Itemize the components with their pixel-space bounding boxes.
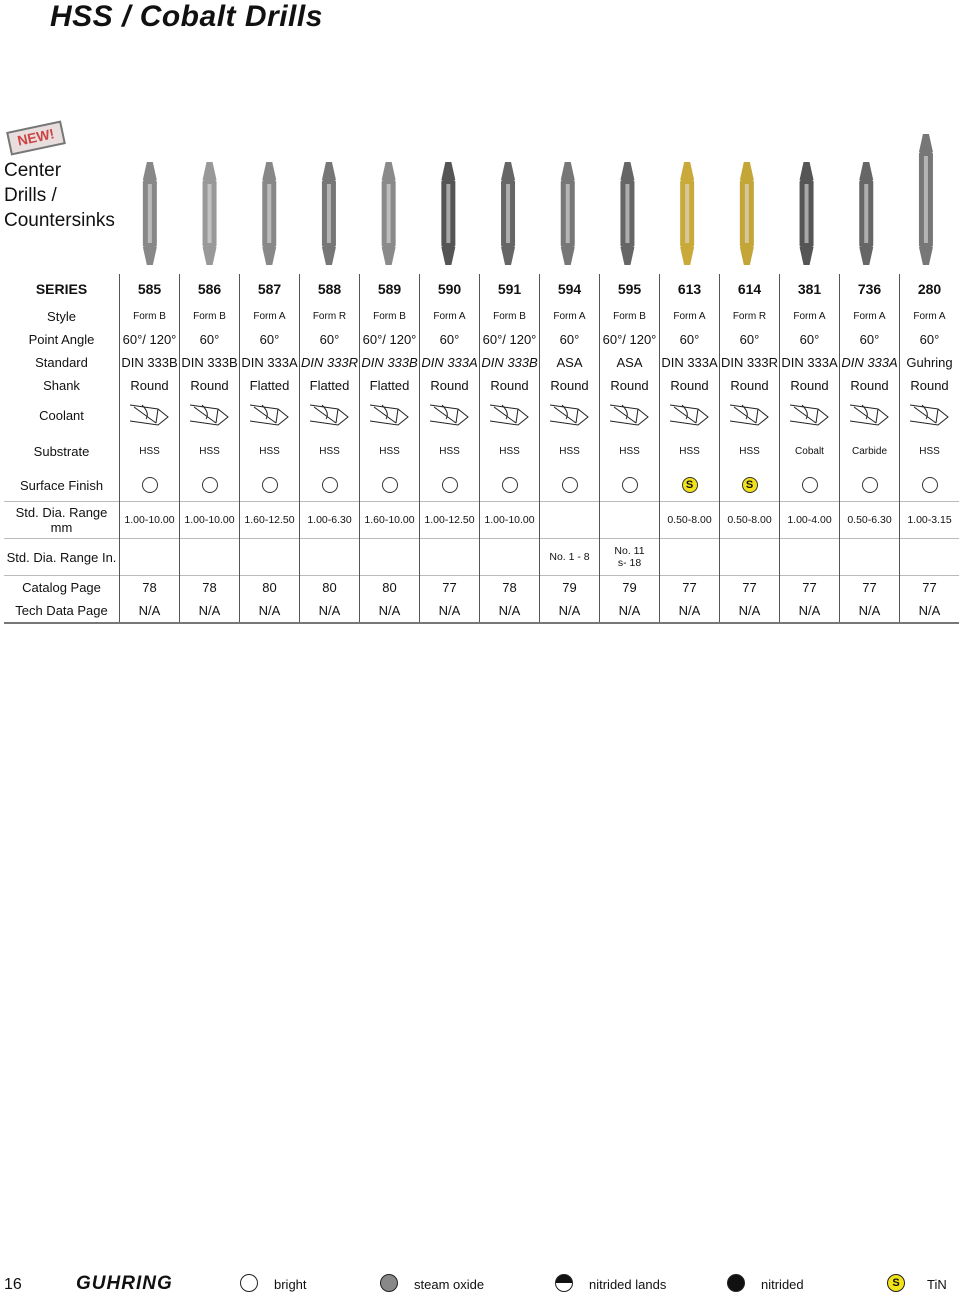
point-angle-cell: 60° — [660, 328, 720, 351]
new-badge: NEW! — [6, 120, 66, 155]
surface-finish-cell — [660, 469, 720, 502]
style-cell: Form A — [780, 304, 840, 328]
style-cell: Form A — [420, 304, 480, 328]
legend-label: nitrided lands — [589, 1277, 667, 1292]
tech-data-page-cell: N/A — [360, 599, 420, 623]
tech-data-page-cell: N/A — [780, 599, 840, 623]
style-cell: Form B — [360, 304, 420, 328]
catalog-page-cell: 77 — [660, 576, 720, 600]
drill-image — [262, 162, 276, 265]
range-in-cell: No. 1 - 8 — [540, 539, 600, 576]
tech-data-page-cell: N/A — [720, 599, 780, 623]
style-cell: Form A — [240, 304, 300, 328]
range-in-cell — [300, 539, 360, 576]
coolant-cell — [300, 397, 360, 433]
surface-finish-cell — [840, 469, 900, 502]
point-angle-cell: 60° — [240, 328, 300, 351]
standard-cell: DIN 333B — [120, 351, 180, 374]
point-angle-cell: 60° — [420, 328, 480, 351]
range-in-cell — [120, 539, 180, 576]
series-cell: 588 — [300, 274, 360, 304]
coolant-external-icon — [908, 399, 952, 429]
substrate-cell: HSS — [540, 433, 600, 469]
series-label: SERIES — [35, 281, 88, 297]
substrate-cell: HSS — [420, 433, 480, 469]
point-angle-label: Point Angle — [28, 332, 95, 347]
legend-label: bright — [274, 1277, 307, 1292]
drill-image — [441, 162, 455, 265]
drill-image — [800, 162, 814, 265]
catalog-page-cell: 79 — [600, 576, 660, 600]
page-title: HSS / Cobalt Drills — [50, 0, 323, 33]
tin-finish-icon: S — [742, 477, 758, 493]
coolant-cell — [600, 397, 660, 433]
catalog-page-label: Catalog Page — [4, 576, 120, 600]
range-in-cell — [840, 539, 900, 576]
range-in-cell — [480, 539, 540, 576]
tech-data-page-cell: N/A — [600, 599, 660, 623]
substrate-cell: HSS — [900, 433, 960, 469]
series-cell: 595 — [600, 274, 660, 304]
tech-data-page-cell: N/A — [180, 599, 240, 623]
style-cell: Form A — [660, 304, 720, 328]
shank-cell: Round — [120, 374, 180, 397]
tech-data-page-cell: N/A — [240, 599, 300, 623]
tech-data-page-cell: N/A — [120, 599, 180, 623]
shank-label: Shank — [43, 378, 80, 393]
style-cell: Form B — [600, 304, 660, 328]
range-mm-cell — [540, 502, 600, 539]
coolant-cell — [540, 397, 600, 433]
drill-image — [859, 162, 873, 265]
range-in-cell: No. 11 s- 18 — [600, 539, 660, 576]
coolant-external-icon — [128, 399, 172, 429]
series-cell: 381 — [780, 274, 840, 304]
series-cell: 590 — [420, 274, 480, 304]
catalog-page-cell: 79 — [540, 576, 600, 600]
standard-cell: DIN 333A — [840, 351, 900, 374]
point-angle-cell: 60°/ 120° — [600, 328, 660, 351]
coolant-cell — [240, 397, 300, 433]
coolant-external-icon — [248, 399, 292, 429]
substrate-cell: HSS — [600, 433, 660, 469]
standard-cell: DIN 333A — [240, 351, 300, 374]
standard-cell: DIN 333R — [300, 351, 360, 374]
range-mm-cell: 1.60-10.00 — [360, 502, 420, 539]
substrate-cell: HSS — [180, 433, 240, 469]
range-mm-cell: 1.60-12.50 — [240, 502, 300, 539]
surface-finish-cell — [900, 469, 960, 502]
shank-cell: Round — [660, 374, 720, 397]
tech-data-page-label: Tech Data Page — [4, 599, 120, 623]
bright-finish-icon — [202, 477, 218, 493]
range-in-cell — [420, 539, 480, 576]
range-mm-cell: 1.00-6.30 — [300, 502, 360, 539]
bright-finish-icon — [262, 477, 278, 493]
point-angle-cell: 60° — [300, 328, 360, 351]
range-in-cell — [720, 539, 780, 576]
drill-image — [620, 162, 634, 265]
standard-cell: ASA — [540, 351, 600, 374]
coolant-cell — [840, 397, 900, 433]
standard-cell: DIN 333B — [360, 351, 420, 374]
style-cell: Form R — [300, 304, 360, 328]
coolant-cell — [180, 397, 240, 433]
bright-finish-icon — [442, 477, 458, 493]
legend-label: TiN — [927, 1277, 947, 1292]
substrate-cell: HSS — [120, 433, 180, 469]
series-cell: 587 — [240, 274, 300, 304]
coolant-external-icon — [428, 399, 472, 429]
footer — [0, 1274, 960, 1298]
drill-image — [740, 162, 754, 265]
style-cell: Form A — [900, 304, 960, 328]
drill-image — [680, 162, 694, 265]
standard-cell: DIN 333A — [780, 351, 840, 374]
drill-image — [322, 162, 336, 265]
coolant-external-icon — [788, 399, 832, 429]
standard-cell: DIN 333B — [180, 351, 240, 374]
tin-finish-icon: S — [682, 477, 698, 493]
catalog-page-cell: 77 — [840, 576, 900, 600]
range-in-cell — [900, 539, 960, 576]
shank-cell: Flatted — [300, 374, 360, 397]
series-cell: 614 — [720, 274, 780, 304]
catalog-page-cell: 80 — [240, 576, 300, 600]
substrate-cell: HSS — [360, 433, 420, 469]
bright-finish-icon — [922, 477, 938, 493]
surface-finish-label: Surface Finish — [19, 477, 104, 493]
coolant-cell — [120, 397, 180, 433]
point-angle-cell: 60°/ 120° — [480, 328, 540, 351]
substrate-cell: HSS — [300, 433, 360, 469]
tech-data-page-cell: N/A — [540, 599, 600, 623]
tech-data-page-cell: N/A — [300, 599, 360, 623]
coolant-external-icon — [488, 399, 532, 429]
range-mm-cell: 1.00-10.00 — [480, 502, 540, 539]
style-cell: Form B — [480, 304, 540, 328]
catalog-page-cell: 77 — [780, 576, 840, 600]
surface-finish-cell — [720, 469, 780, 502]
drill-image — [203, 162, 217, 265]
catalog-page-cell: 77 — [900, 576, 960, 600]
range-mm-cell: 1.00-4.00 — [780, 502, 840, 539]
series-cell: 280 — [900, 274, 960, 304]
range-mm-cell: 1.00-10.00 — [120, 502, 180, 539]
bright-finish-icon — [622, 477, 638, 493]
point-angle-cell: 60° — [840, 328, 900, 351]
point-angle-cell: 60° — [900, 328, 960, 351]
surface-finish-cell — [780, 469, 840, 502]
legend-label: nitrided — [761, 1277, 804, 1292]
coolant-external-icon — [188, 399, 232, 429]
shank-cell: Round — [840, 374, 900, 397]
shank-cell: Round — [420, 374, 480, 397]
style-cell: Form R — [720, 304, 780, 328]
bright-finish-icon — [382, 477, 398, 493]
standard-cell: Guhring — [900, 351, 960, 374]
surface-finish-cell — [480, 469, 540, 502]
surface-finish-cell — [540, 469, 600, 502]
range-in-cell — [360, 539, 420, 576]
range-mm-label: Std. Dia. Range mm — [4, 502, 120, 539]
coolant-external-icon — [308, 399, 352, 429]
range-mm-cell: 0.50-8.00 — [720, 502, 780, 539]
bright-finish-icon — [802, 477, 818, 493]
drill-image — [501, 162, 515, 265]
substrate-label: Substrate — [33, 443, 90, 459]
range-in-label: Std. Dia. Range In. — [4, 539, 120, 576]
shank-cell: Round — [180, 374, 240, 397]
coolant-cell — [900, 397, 960, 433]
catalog-page-cell: 80 — [300, 576, 360, 600]
substrate-cell: HSS — [720, 433, 780, 469]
surface-finish-cell — [240, 469, 300, 502]
substrate-cell: Carbide — [840, 433, 900, 469]
range-mm-cell: 1.00-3.15 — [900, 502, 960, 539]
coolant-cell — [660, 397, 720, 433]
point-angle-cell: 60° — [780, 328, 840, 351]
catalog-page-cell: 78 — [480, 576, 540, 600]
style-label: Style — [47, 308, 76, 324]
drill-image — [143, 162, 157, 265]
nitrided-legend-icon — [727, 1274, 745, 1292]
coolant-external-icon — [608, 399, 652, 429]
coolant-external-icon — [368, 399, 412, 429]
shank-cell: Round — [900, 374, 960, 397]
series-cell: 586 — [180, 274, 240, 304]
catalog-page-cell: 78 — [120, 576, 180, 600]
legend-label: steam oxide — [414, 1277, 485, 1292]
surface-finish-cell — [360, 469, 420, 502]
standard-label: Standard — [35, 355, 88, 370]
catalog-page-cell: 77 — [720, 576, 780, 600]
drill-image — [561, 162, 575, 265]
shank-cell: Round — [720, 374, 780, 397]
tech-data-page-cell: N/A — [840, 599, 900, 623]
coolant-cell — [480, 397, 540, 433]
drill-image — [919, 134, 933, 265]
bright-finish-icon — [502, 477, 518, 493]
bright-finish-icon — [862, 477, 878, 493]
tech-data-page-cell: N/A — [420, 599, 480, 623]
point-angle-cell: 60° — [540, 328, 600, 351]
standard-cell: ASA — [600, 351, 660, 374]
shank-cell: Round — [600, 374, 660, 397]
series-cell: 613 — [660, 274, 720, 304]
bright-finish-icon — [562, 477, 578, 493]
coolant-cell — [360, 397, 420, 433]
standard-cell: DIN 333R — [720, 351, 780, 374]
range-mm-cell — [600, 502, 660, 539]
shank-cell: Round — [780, 374, 840, 397]
series-cell: 594 — [540, 274, 600, 304]
style-cell: Form B — [180, 304, 240, 328]
nitrided-lands-legend-icon — [555, 1274, 573, 1292]
range-in-cell — [780, 539, 840, 576]
point-angle-cell: 60°/ 120° — [360, 328, 420, 351]
bright-legend-icon — [240, 1274, 258, 1292]
series-cell: 589 — [360, 274, 420, 304]
coolant-label: Coolant — [39, 407, 84, 423]
spec-table — [4, 274, 959, 624]
surface-finish-cell — [300, 469, 360, 502]
drill-images — [0, 130, 960, 270]
coolant-cell — [720, 397, 780, 433]
steam-oxide-legend-icon — [380, 1274, 398, 1292]
range-mm-cell: 0.50-8.00 — [660, 502, 720, 539]
surface-finish-cell — [180, 469, 240, 502]
coolant-cell — [420, 397, 480, 433]
section-title: Center Drills / Countersinks — [4, 160, 115, 231]
substrate-cell: Cobalt — [780, 433, 840, 469]
coolant-external-icon — [848, 399, 892, 429]
drill-image — [382, 162, 396, 265]
range-in-cell — [240, 539, 300, 576]
range-mm-cell: 1.00-12.50 — [420, 502, 480, 539]
coolant-external-icon — [548, 399, 592, 429]
catalog-page-cell: 78 — [180, 576, 240, 600]
page-number: 16 — [4, 1276, 22, 1293]
point-angle-cell: 60° — [180, 328, 240, 351]
coolant-cell — [780, 397, 840, 433]
standard-cell: DIN 333A — [660, 351, 720, 374]
series-cell: 736 — [840, 274, 900, 304]
shank-cell: Flatted — [240, 374, 300, 397]
substrate-cell: HSS — [480, 433, 540, 469]
tech-data-page-cell: N/A — [660, 599, 720, 623]
catalog-page-cell: 77 — [420, 576, 480, 600]
standard-cell: DIN 333A — [420, 351, 480, 374]
surface-finish-cell — [600, 469, 660, 502]
style-cell: Form A — [540, 304, 600, 328]
surface-finish-cell — [420, 469, 480, 502]
substrate-cell: HSS — [240, 433, 300, 469]
TiN-legend-icon: S — [887, 1274, 905, 1292]
point-angle-cell: 60° — [720, 328, 780, 351]
standard-cell: DIN 333B — [480, 351, 540, 374]
coolant-external-icon — [728, 399, 772, 429]
shank-cell: Flatted — [360, 374, 420, 397]
series-cell: 591 — [480, 274, 540, 304]
tech-data-page-cell: N/A — [900, 599, 960, 623]
tech-data-page-cell: N/A — [480, 599, 540, 623]
substrate-cell: HSS — [660, 433, 720, 469]
shank-cell: Round — [540, 374, 600, 397]
range-in-cell — [180, 539, 240, 576]
style-cell: Form B — [120, 304, 180, 328]
range-mm-cell: 1.00-10.00 — [180, 502, 240, 539]
bright-finish-icon — [322, 477, 338, 493]
guhring-logo: GUHRING — [76, 1273, 173, 1294]
bright-finish-icon — [142, 477, 158, 493]
coolant-external-icon — [668, 399, 712, 429]
range-in-cell — [660, 539, 720, 576]
range-mm-cell: 0.50-6.30 — [840, 502, 900, 539]
point-angle-cell: 60°/ 120° — [120, 328, 180, 351]
shank-cell: Round — [480, 374, 540, 397]
surface-finish-cell — [120, 469, 180, 502]
catalog-page-cell: 80 — [360, 576, 420, 600]
style-cell: Form A — [840, 304, 900, 328]
series-cell: 585 — [120, 274, 180, 304]
